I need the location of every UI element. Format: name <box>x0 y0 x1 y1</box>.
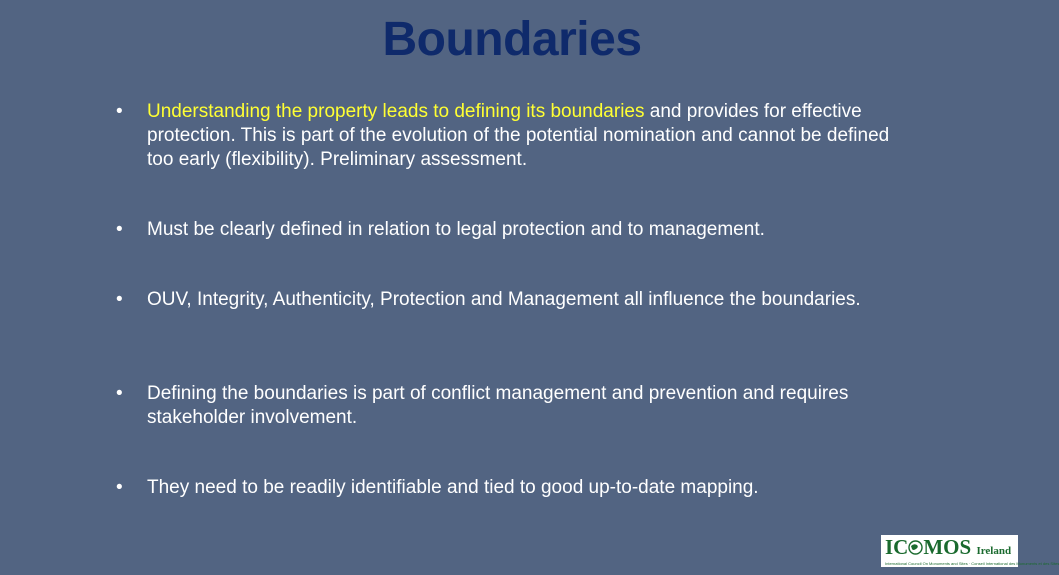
bullet-item <box>116 288 861 312</box>
bullet-marker: • <box>116 383 123 404</box>
bullet-marker: • <box>116 219 123 240</box>
logo-suffix: Ireland <box>976 545 1012 557</box>
bullet-highlight-text: Understanding the property leads to defining its boundaries <box>147 101 645 122</box>
bullet-item <box>116 100 896 172</box>
bullet-text: OUV, Integrity, Authenticity, Protection and Management all influence the boundaries. <box>147 289 861 310</box>
logo-right-text: MOS <box>923 535 972 559</box>
slide-title: Boundaries <box>382 13 642 66</box>
bullet-text: Must be clearly defined in relation to legal protection and to management. <box>147 219 765 240</box>
bullet-marker: • <box>116 289 123 310</box>
bullet-text: and provides for effective protection. This is part of the evolution of the potential nomination and cannot be defined too early (flexibility). Preliminary assessment. <box>147 101 890 170</box>
bullet-item <box>116 382 896 430</box>
bullet-marker: • <box>116 101 123 122</box>
icomos-ireland-logo <box>881 535 1059 567</box>
globe-icon <box>908 538 923 553</box>
logo-subtitle: International Council On Monuments and Sites · Conseil International des Monuments et des Sites <box>885 561 1059 566</box>
bullet-text: They need to be readily identifiable and tied to good up-to-date mapping. <box>147 477 759 498</box>
logo-left-text: IC <box>885 535 909 559</box>
bullet-text: Defining the boundaries is part of conflict management and prevention and requires stakeholder involvement. <box>147 383 849 428</box>
bullet-marker: • <box>116 477 123 498</box>
bullet-item <box>116 218 765 242</box>
logo-wordmark <box>885 537 1014 561</box>
bullet-item <box>116 476 759 500</box>
